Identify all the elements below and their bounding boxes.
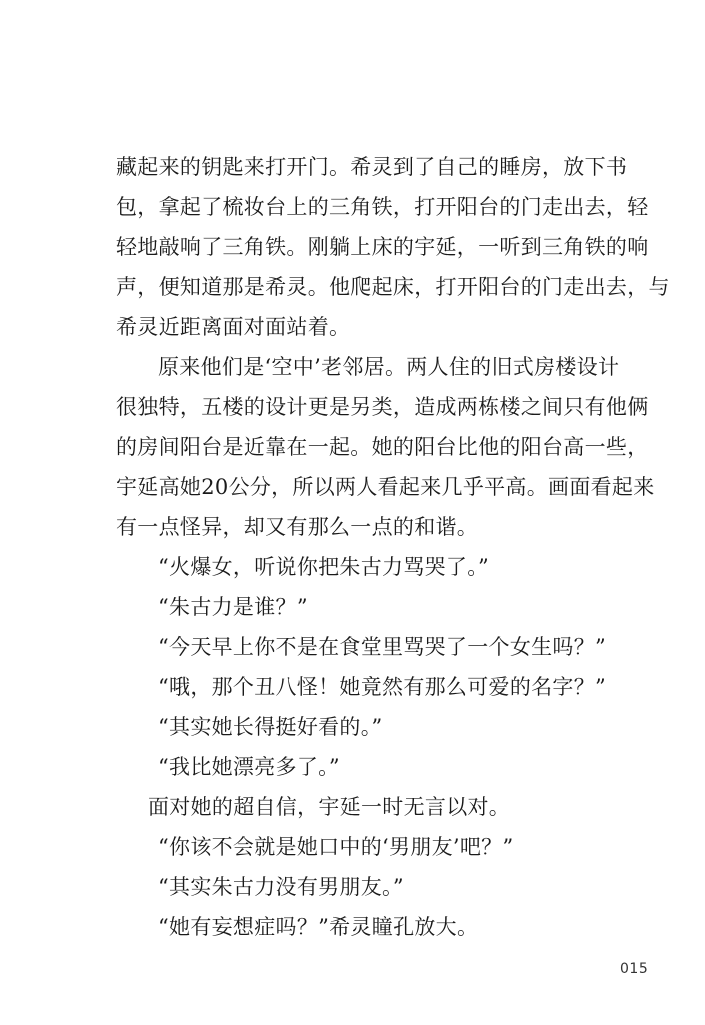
paragraph-first-line: 原来他们是‘空中’老邻居。两人住的旧式房楼设计 <box>158 355 620 379</box>
dialogue-line: “你该不会就是她口中的‘男朋友’吧？” <box>158 835 514 859</box>
text-line: 包，拿起了梳妆台上的三角铁，打开阳台的门走出去，轻 <box>116 195 649 219</box>
dialogue-line: “今天早上你不是在食堂里骂哭了一个女生吗？” <box>158 635 607 659</box>
dialogue-line: “朱古力是谁？” <box>158 595 308 619</box>
text-line: 的房间阳台是近靠在一起。她的阳台比他的阳台高一些， <box>116 435 649 459</box>
dialogue-line: “火爆女，听说你把朱古力骂哭了。” <box>158 555 490 579</box>
dialogue-line: “其实朱古力没有男朋友。” <box>158 875 404 899</box>
body-text <box>116 147 670 947</box>
page-number: 015 <box>620 961 649 977</box>
dialogue-line: “哦，那个丑八怪！她竟然有那么可爱的名字？” <box>158 675 607 699</box>
text-line: 很独特，五楼的设计更是另类，造成两栋楼之间只有他俩 <box>116 395 649 419</box>
text-line: 有一点怪异，却又有那么一点的和谐。 <box>116 515 479 539</box>
dialogue-line: “其实她长得挺好看的。” <box>158 715 383 739</box>
text-line: 宇延高她20公分，所以两人看起来几乎平高。画面看起来 <box>116 475 655 499</box>
text-line: 轻地敲响了三角铁。刚躺上床的宇延，一听到三角铁的响 <box>116 235 649 259</box>
text-line: 藏起来的钥匙来打开门。希灵到了自己的睡房，放下书 <box>116 155 628 179</box>
text-line: 声，便知道那是希灵。他爬起床，打开阳台的门走出去，与 <box>116 275 670 299</box>
narration-line: 面对她的超自信，宇延一时无言以对。 <box>148 795 511 819</box>
text-line: 希灵近距离面对面站着。 <box>116 315 351 339</box>
dialogue-line: “她有妄想症吗？”希灵瞳孔放大。 <box>158 915 479 939</box>
dialogue-line: “我比她漂亮多了。” <box>158 755 340 779</box>
